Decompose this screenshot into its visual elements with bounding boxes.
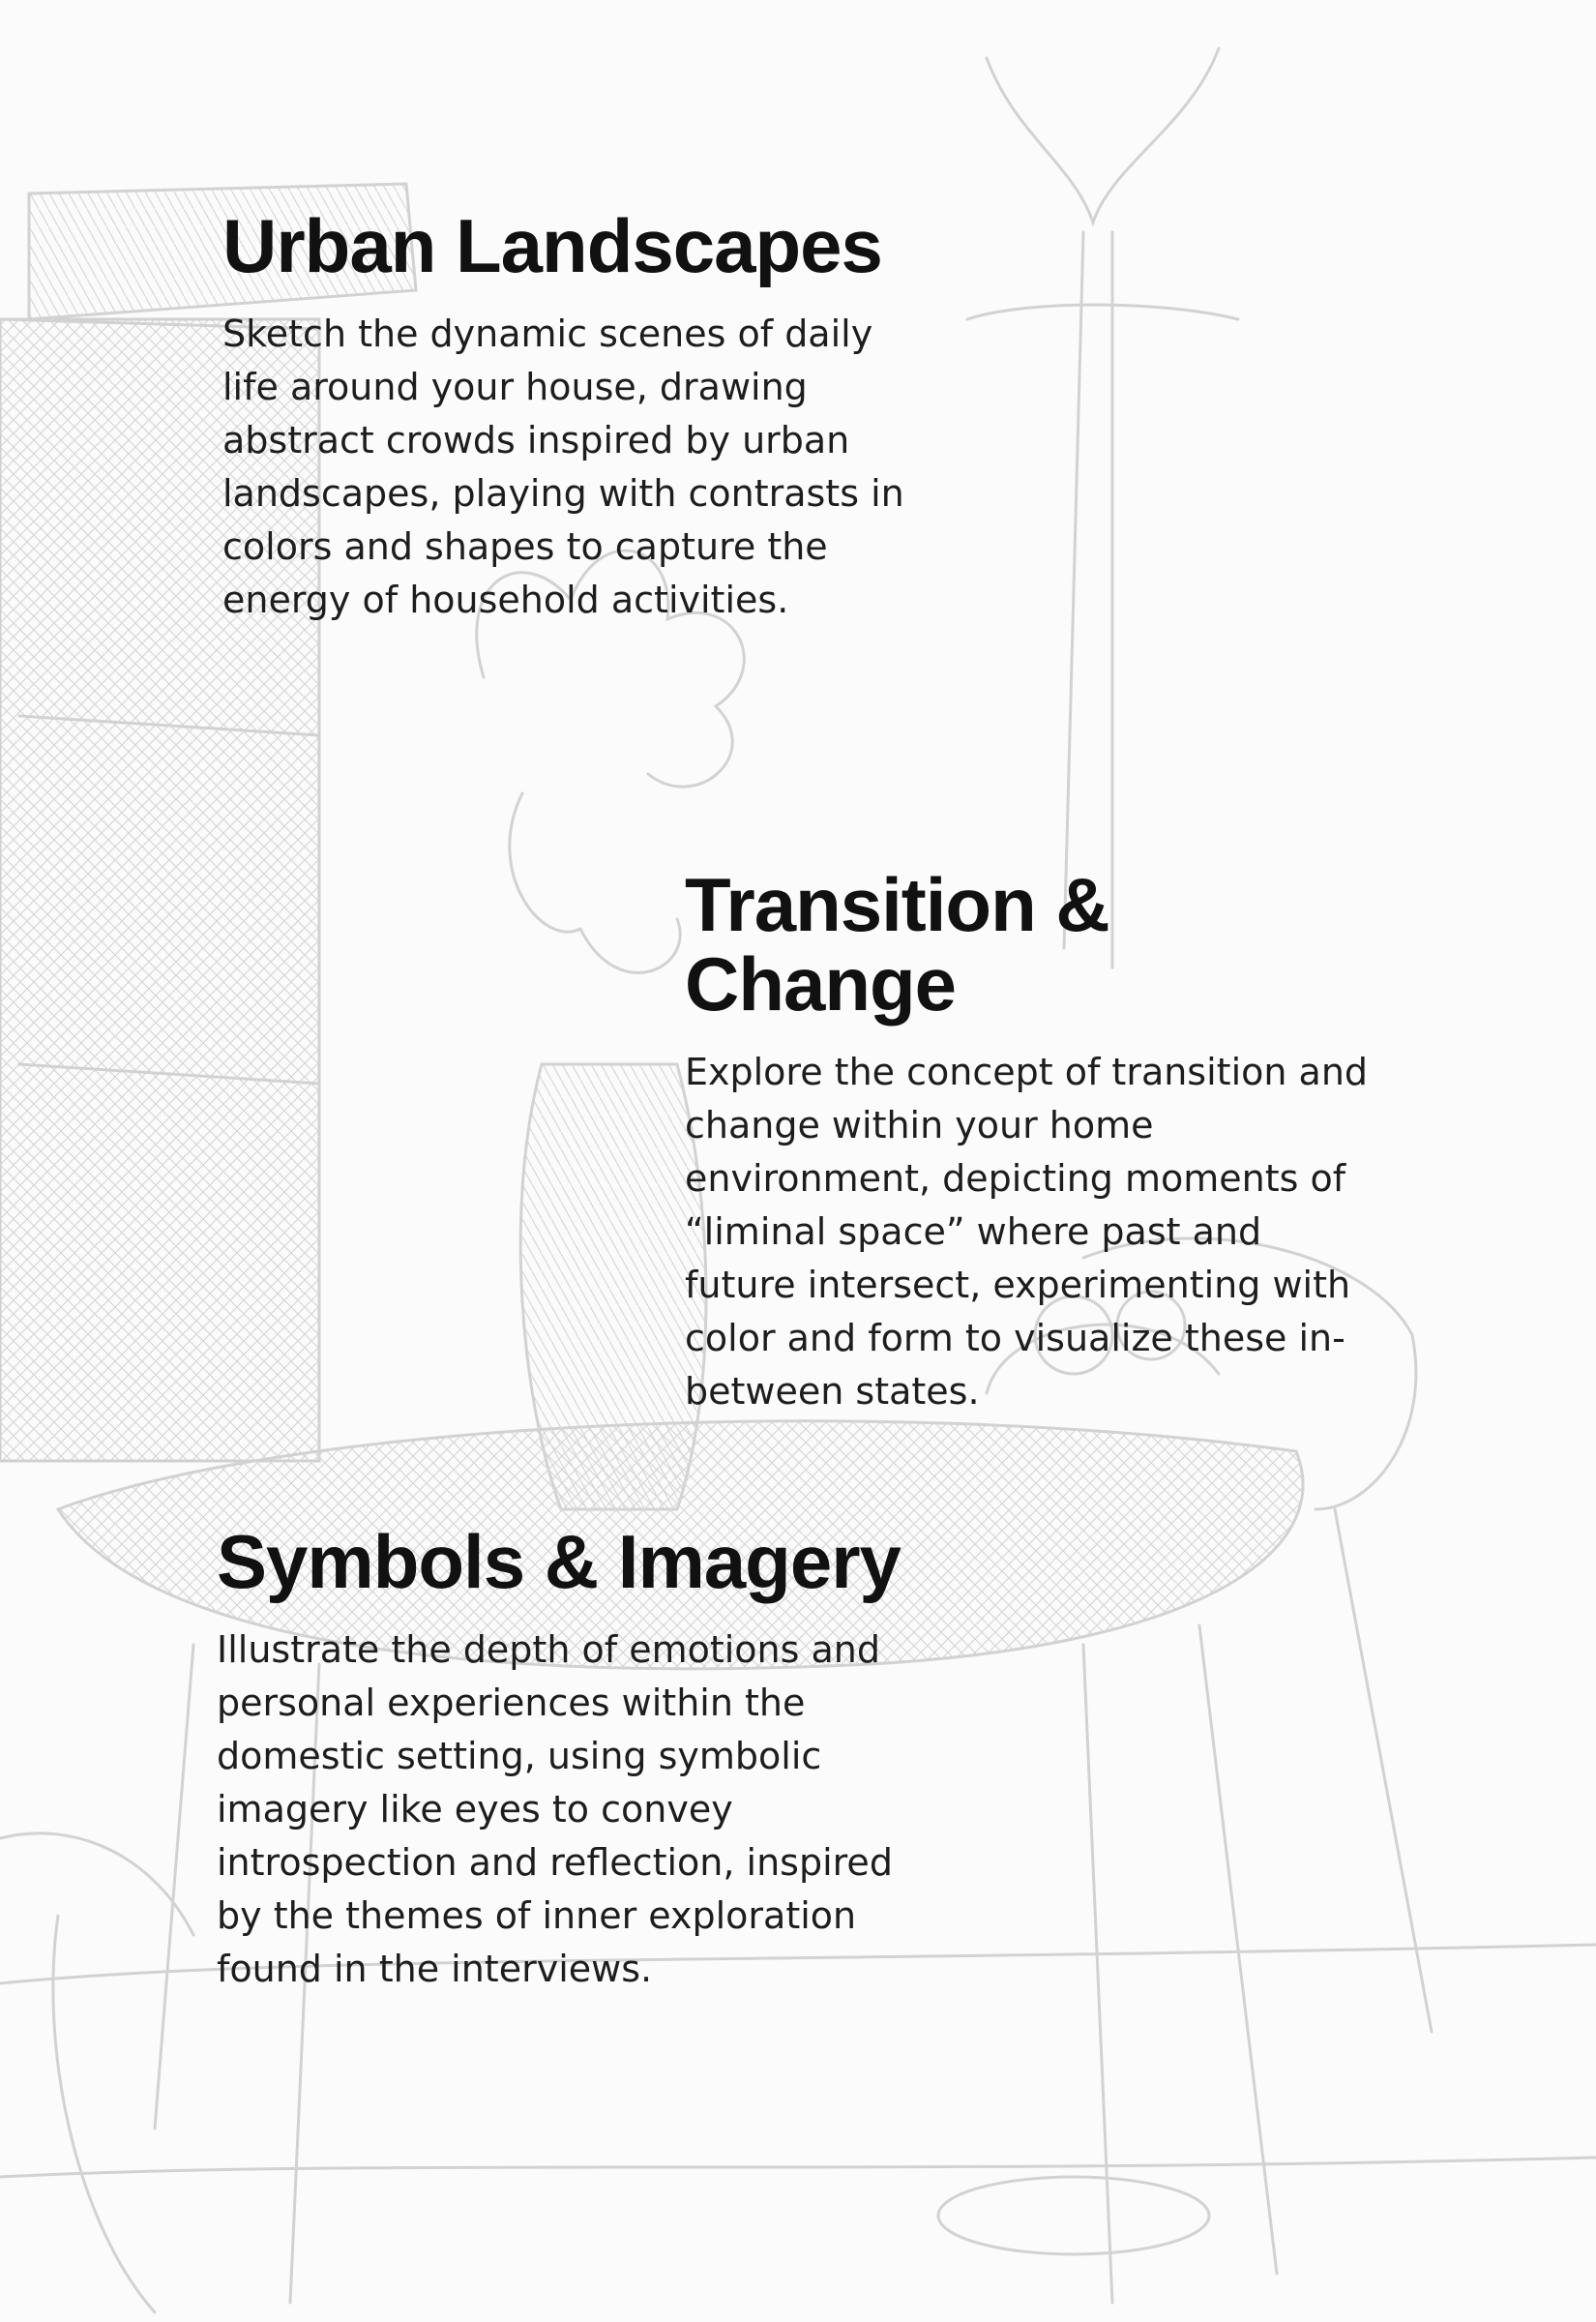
section-symbols-imagery xyxy=(217,1519,932,1996)
section-body: Illustrate the depth of emotions and personal experiences within the domestic setting, using symbolic imagery like eyes to convey introspection and reflection, inspired by the themes of inner exploration found in the interviews. xyxy=(217,1627,893,1990)
section-transition-change xyxy=(685,862,1381,1418)
section-title: Symbols & Imagery xyxy=(217,1519,901,1604)
section-title: Urban Landscapes xyxy=(222,203,882,288)
section-title: Transition & Change xyxy=(685,862,1109,1027)
section-urban-landscapes xyxy=(222,203,919,627)
section-body: Sketch the dynamic scenes of daily life around your house, drawing abstract crowds inspired by urban landscapes, playing with contrasts in colors and shapes to capture the energy of household activities. xyxy=(222,312,904,621)
section-body: Explore the concept of transition and change within your home environment, depicting moments of “liminal space” where past and future intersect, experimenting with color and form to visualize these in-between states. xyxy=(685,1050,1369,1413)
